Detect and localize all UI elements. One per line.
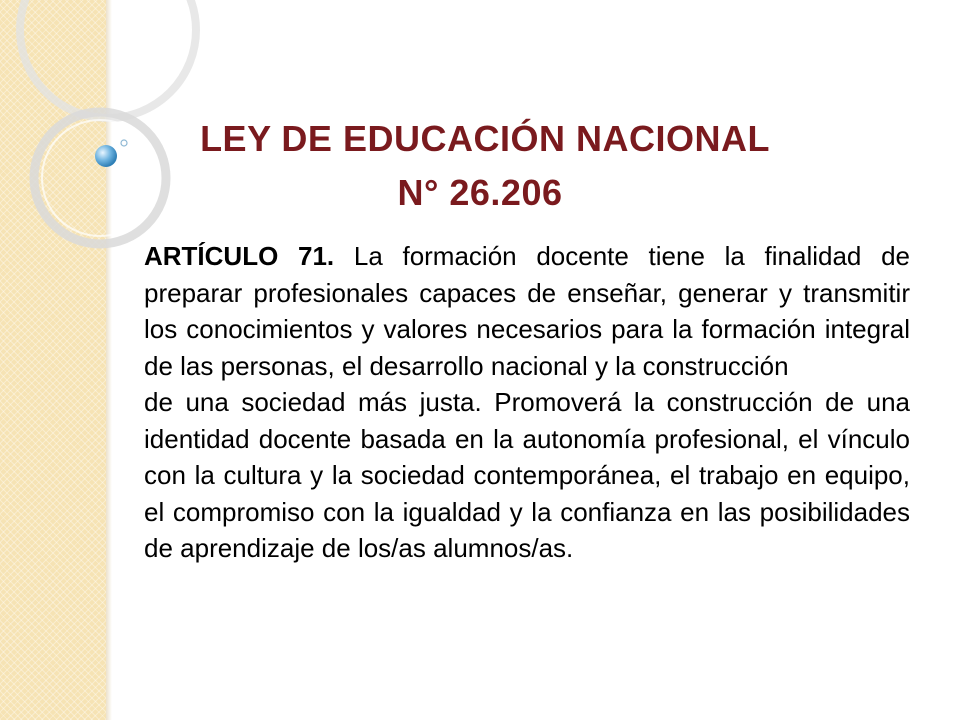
slide-title-line-1: LEY DE EDUCACIÓN NACIONAL	[200, 118, 770, 159]
article-paragraph-1	[144, 238, 910, 384]
blue-bead-icon	[95, 145, 117, 167]
article-paragraph-2: de una sociedad más justa. Promoverá la construcción de una identidad docente basada en la autonomía profesional, el vínculo con la cultura y la sociedad contemporánea, el trabajo en equipo, el compromiso con la igualdad y la confianza en las posibilidades de aprendizaje de los/as alumnos/as.	[144, 387, 910, 563]
article-text-1: La formación docente tiene la finalidad de preparar profesionales capaces de enseñar, generar y transmitir los conocimientos y valores necesarios para la formación integral de las personas, el desarrollo nacional y la construcción	[144, 241, 910, 381]
small-ring-icon	[121, 140, 127, 146]
article-body	[144, 238, 910, 567]
decorative-ring-large	[20, 0, 196, 118]
article-label: ARTÍCULO 71.	[144, 241, 335, 271]
slide-title-line-2: N° 26.206	[397, 172, 563, 213]
